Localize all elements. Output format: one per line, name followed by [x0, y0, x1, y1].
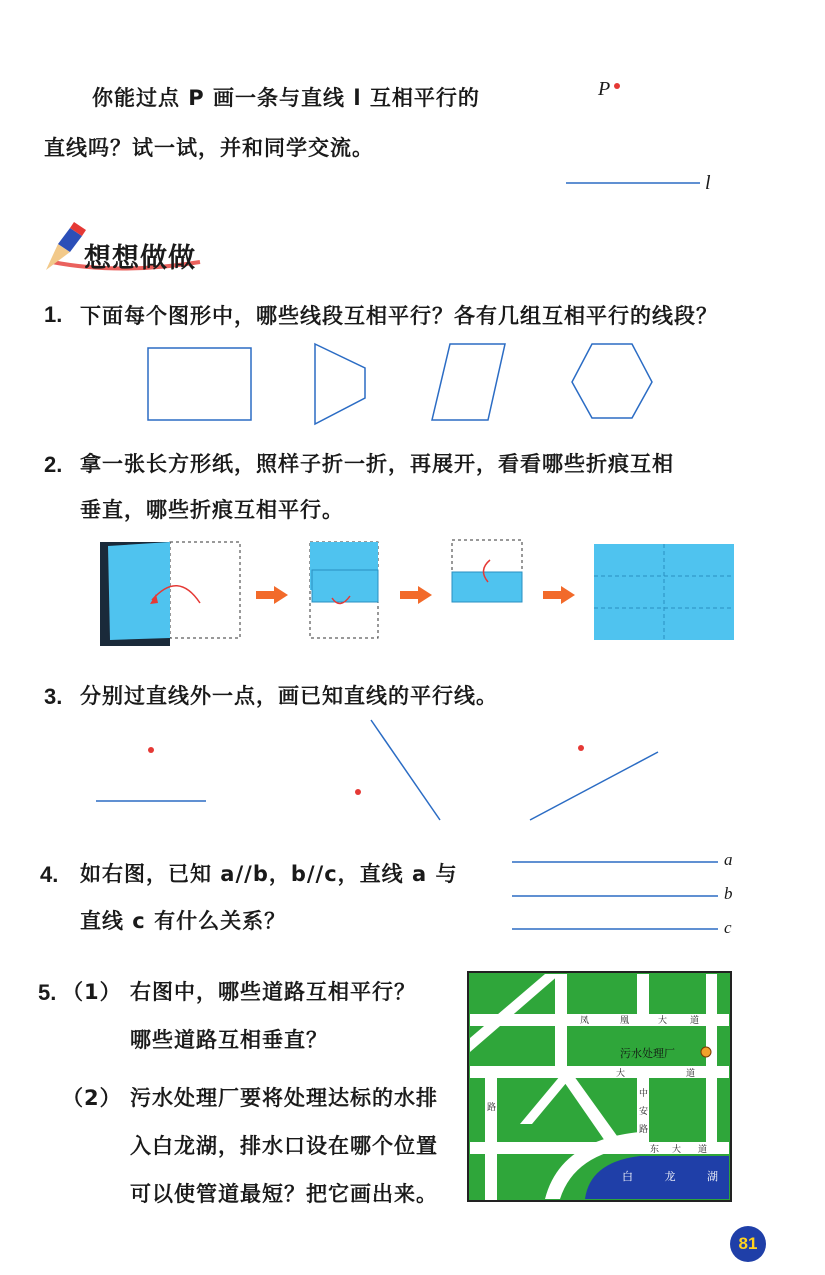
- page-number: 81: [738, 1234, 758, 1253]
- q5-part-2-line-3: 可以使管道最短？把它画出来。: [130, 1182, 438, 1206]
- map-road-bottom-1: 东: [650, 1145, 660, 1155]
- fold-arrow-2: [400, 586, 432, 604]
- q5-number: 5.: [38, 980, 57, 1005]
- point-p-label: P: [598, 78, 611, 100]
- q2-number: 2.: [44, 452, 63, 477]
- map-plant-label: 污水处理厂: [620, 1047, 675, 1060]
- q1-text: 下面每个图形中，哪些线段互相平行？各有几组互相平行的线段？: [80, 304, 718, 328]
- q5-part-2-number: （2）: [62, 1086, 122, 1110]
- intro-line-2: 直线吗？试一试，并和同学交流。: [44, 136, 374, 160]
- line-l-label: l: [705, 172, 711, 194]
- intro-line-1: 你能过点 P 画一条与直线 l 互相平行的: [92, 86, 480, 110]
- q4-line-1: 如右图，已知 a//b，b//c，直线 a 与: [80, 862, 458, 886]
- q3-line-3: [530, 752, 658, 820]
- q3-point-3: [578, 745, 584, 751]
- map-road-vertical-2: 安: [639, 1107, 649, 1117]
- map-road-left: 路: [487, 1103, 497, 1113]
- shape-trapezoid: [315, 344, 365, 424]
- shape-rectangle: [148, 348, 251, 420]
- q5-part-1-line-1: 右图中，哪些道路互相平行？: [130, 980, 416, 1004]
- q4-number: 4.: [40, 862, 59, 887]
- q3-text: 分别过直线外一点，画已知直线的平行线。: [80, 684, 498, 708]
- map-road-bottom-3: 道: [698, 1145, 708, 1155]
- point-p: [614, 83, 620, 89]
- road-map: [468, 972, 731, 1201]
- q5-part-2-line-1: 污水处理厂要将处理达标的水排: [130, 1086, 438, 1110]
- map-road-mid-1: 大: [616, 1069, 626, 1079]
- q5-part-2-line-2: 入白龙湖，排水口设在哪个位置: [130, 1134, 438, 1158]
- q3-line-2: [371, 720, 440, 820]
- shape-hexagon: [572, 344, 652, 418]
- page-number-badge: [730, 1226, 766, 1262]
- fold-arrow-1: [256, 586, 288, 604]
- map-road-vertical-1: 中: [639, 1089, 649, 1099]
- map-road-top-4: 道: [690, 1016, 700, 1026]
- q1-number: 1.: [44, 302, 63, 327]
- fold-step-2: [310, 542, 378, 638]
- map-road-top-3: 大: [658, 1016, 668, 1026]
- line-c-label: c: [724, 918, 732, 937]
- q3-point-1: [148, 747, 154, 753]
- fold-step-1: [100, 542, 240, 646]
- q4-line-2: 直线 c 有什么关系？: [80, 909, 287, 933]
- map-road-bottom-2: 大: [672, 1145, 682, 1155]
- map-road-top-1: 凤: [580, 1016, 590, 1026]
- fold-step-3: [452, 540, 522, 602]
- q5-part-1-line-2: 哪些道路互相垂直？: [130, 1028, 328, 1052]
- line-b-label: b: [724, 884, 733, 903]
- q2-line-2: 垂直，哪些折痕互相平行。: [80, 498, 344, 522]
- fold-step-4-unfolded: [594, 544, 734, 640]
- section-title: 想想做做: [84, 243, 196, 274]
- map-lake-label: 白 龙 湖: [622, 1170, 732, 1183]
- q5-part-1-number: （1）: [62, 980, 122, 1004]
- line-a-label: a: [724, 850, 733, 869]
- map-road-mid-2: 道: [686, 1069, 696, 1079]
- q3-number: 3.: [44, 684, 63, 709]
- map-road-vertical-3: 路: [639, 1125, 649, 1135]
- q3-point-2: [355, 789, 361, 795]
- shape-parallelogram: [432, 344, 505, 420]
- q2-line-1: 拿一张长方形纸，照样子折一折，再展开，看看哪些折痕互相: [80, 452, 674, 476]
- map-road-top-2: 凰: [620, 1016, 630, 1026]
- fold-arrow-3: [543, 586, 575, 604]
